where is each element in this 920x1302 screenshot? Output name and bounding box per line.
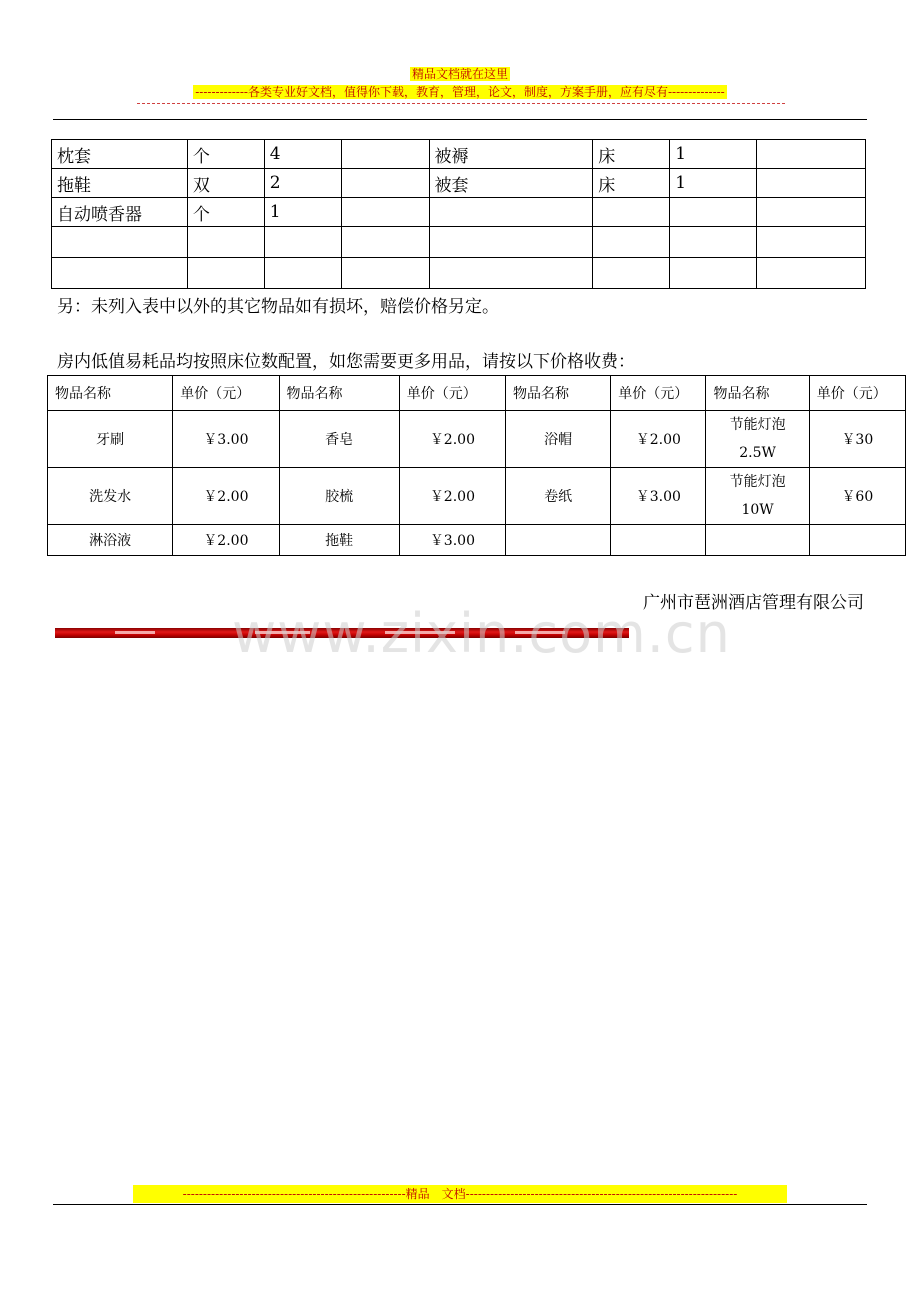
- header-rule: [53, 119, 867, 120]
- item-name-cell: 卷纸: [506, 468, 611, 525]
- inventory-table-body: [52, 140, 866, 289]
- inventory-row: [52, 198, 866, 227]
- unit-price-cell: ￥2.00: [399, 411, 505, 468]
- unit-price-cell: ￥2.00: [173, 525, 279, 556]
- header-title: [0, 66, 920, 82]
- inventory-cell: 双: [187, 169, 264, 198]
- unit-price-cell: ￥3.00: [173, 411, 279, 468]
- inventory-cell: 床: [593, 169, 670, 198]
- inventory-cell: [341, 258, 429, 289]
- price-header-cell: 物品名称: [506, 376, 611, 411]
- bar-highlight: [115, 631, 155, 634]
- item-name-cell: 牙刷: [48, 411, 173, 468]
- inventory-cell: [341, 198, 429, 227]
- unit-price-cell: ￥30: [809, 411, 905, 468]
- price-row: [48, 468, 906, 525]
- unit-price-cell: ￥2.00: [399, 468, 505, 525]
- company-name: 广州市琶洲酒店管理有限公司: [643, 593, 864, 613]
- inventory-cell: [670, 198, 757, 227]
- inventory-cell: [593, 198, 670, 227]
- inventory-cell: [187, 258, 264, 289]
- item-name-cell: 拖鞋: [279, 525, 399, 556]
- inventory-cell: [757, 227, 866, 258]
- inventory-cell: [429, 227, 593, 258]
- inventory-row: [52, 169, 866, 198]
- header-slogan: [0, 84, 920, 100]
- price-header-cell: 物品名称: [48, 376, 173, 411]
- item-name-line: 节能灯泡: [729, 417, 786, 433]
- inventory-cell: 1: [670, 140, 757, 169]
- price-header-cell: 物品名称: [706, 376, 809, 411]
- inventory-cell: [341, 140, 429, 169]
- inventory-cell: 1: [264, 198, 341, 227]
- header-slogan-text: -------------各类专业好文档，值得你下载，教育，管理，论文，制度，方案手册，应有尽有--------------: [195, 85, 725, 99]
- item-name-cell: 胶梳: [279, 468, 399, 525]
- item-name-line: 2.5W: [739, 445, 776, 461]
- unit-price-cell: [809, 525, 905, 556]
- unit-price-cell: ￥60: [809, 468, 905, 525]
- unit-price-cell: ￥2.00: [611, 411, 706, 468]
- inventory-cell: [264, 258, 341, 289]
- inventory-cell: 被套: [429, 169, 593, 198]
- inventory-row: [52, 227, 866, 258]
- price-table: [47, 375, 906, 556]
- inventory-cell: [52, 258, 188, 289]
- header-dashed-line: [137, 103, 785, 104]
- watermark: www.zixin.com.cn: [232, 602, 731, 665]
- inventory-row: [52, 140, 866, 169]
- price-table-body: [48, 376, 906, 556]
- item-name-cell: [706, 411, 809, 468]
- inventory-cell: [429, 258, 593, 289]
- inventory-row: [52, 258, 866, 289]
- unit-price-cell: ￥3.00: [611, 468, 706, 525]
- inventory-cell: 枕套: [52, 140, 188, 169]
- price-header-cell: 单价（元）: [809, 376, 905, 411]
- footer-rule: [53, 1204, 867, 1205]
- inventory-cell: 1: [670, 169, 757, 198]
- inventory-cell: [187, 227, 264, 258]
- header-title-text: 精品文档就在这里: [411, 67, 508, 81]
- price-header-cell: 单价（元）: [611, 376, 706, 411]
- pricing-intro: 房内低值易耗品均按照床位数配置，如您需要更多用品，请按以下价格收费：: [57, 352, 635, 372]
- price-header-cell: 单价（元）: [399, 376, 505, 411]
- price-header-cell: 单价（元）: [173, 376, 279, 411]
- inventory-cell: 拖鞋: [52, 169, 188, 198]
- item-name-line: 10W: [741, 502, 774, 518]
- item-name-cell: 洗发水: [48, 468, 173, 525]
- inventory-cell: [757, 140, 866, 169]
- item-name-cell: [506, 525, 611, 556]
- inventory-cell: 个: [187, 198, 264, 227]
- inventory-cell: [264, 227, 341, 258]
- price-header-cell: 物品名称: [279, 376, 399, 411]
- item-name-cell: 浴帽: [506, 411, 611, 468]
- item-name-cell: 香皂: [279, 411, 399, 468]
- item-name-cell: [706, 525, 809, 556]
- inventory-cell: [52, 227, 188, 258]
- inventory-cell: 2: [264, 169, 341, 198]
- inventory-cell: [593, 227, 670, 258]
- item-name-cell: 淋浴液: [48, 525, 173, 556]
- item-name-cell: [706, 468, 809, 525]
- inventory-cell: [670, 227, 757, 258]
- footer-text: -------------------------------------------------------精品 文档-------------------------------------------------------------------: [133, 1185, 787, 1203]
- unit-price-cell: ￥3.00: [399, 525, 505, 556]
- unit-price-cell: [611, 525, 706, 556]
- item-name-line: 节能灯泡: [729, 474, 786, 490]
- inventory-cell: [670, 258, 757, 289]
- inventory-cell: 4: [264, 140, 341, 169]
- damage-note: 另：未列入表中以外的其它物品如有损坏，赔偿价格另定。: [57, 297, 499, 317]
- inventory-cell: 被褥: [429, 140, 593, 169]
- inventory-cell: [593, 258, 670, 289]
- price-header-row: [48, 376, 906, 411]
- unit-price-cell: ￥2.00: [173, 468, 279, 525]
- inventory-cell: [757, 198, 866, 227]
- inventory-cell: [341, 169, 429, 198]
- inventory-cell: [341, 227, 429, 258]
- inventory-cell: 床: [593, 140, 670, 169]
- price-row: [48, 411, 906, 468]
- price-row: [48, 525, 906, 556]
- inventory-cell: 个: [187, 140, 264, 169]
- inventory-cell: [429, 198, 593, 227]
- inventory-cell: [757, 169, 866, 198]
- inventory-cell: 自动喷香器: [52, 198, 188, 227]
- inventory-table: [51, 139, 866, 289]
- inventory-cell: [757, 258, 866, 289]
